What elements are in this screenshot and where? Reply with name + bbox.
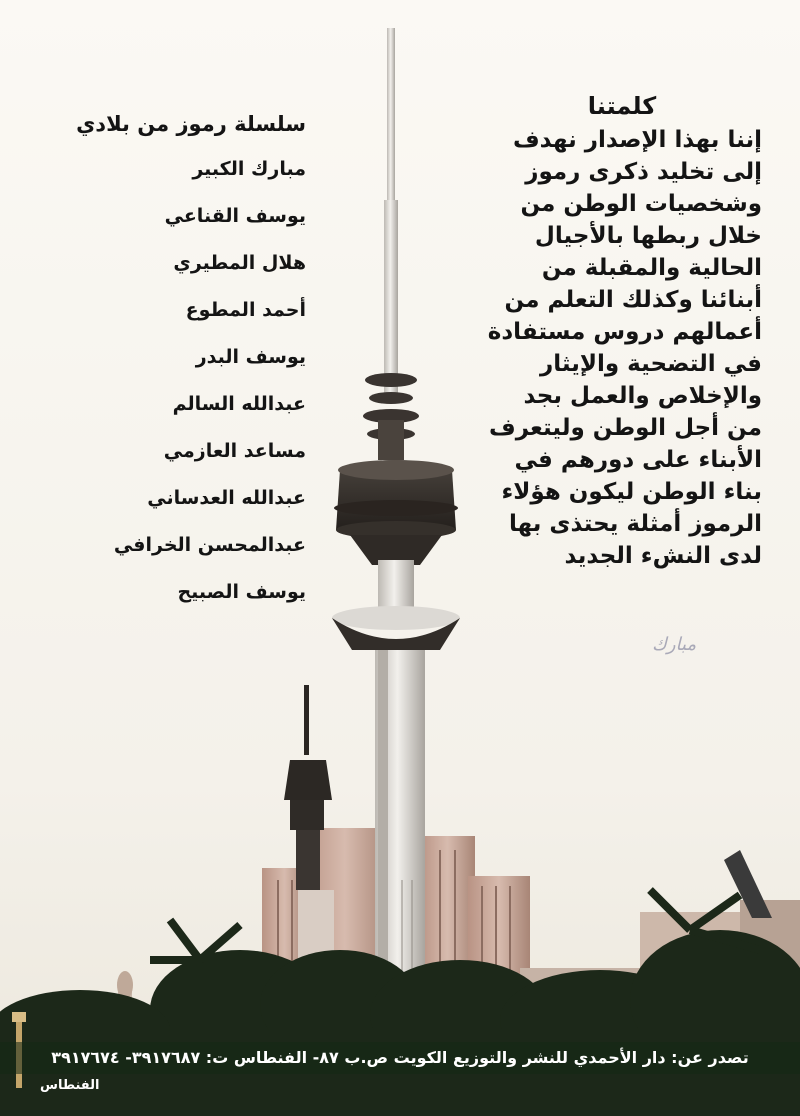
editorial-line: أعمالهم دروس مستفادة xyxy=(487,319,762,345)
series-item: عبدالمحسن الخرافي xyxy=(113,534,306,556)
editorial-line: بناء الوطن ليكون هؤلاء xyxy=(501,479,762,505)
series-item: هلال المطيري xyxy=(173,252,306,274)
editorial-line: خلال ربطها بالأجيال xyxy=(534,223,762,249)
editorial-line: وشخصيات الوطن من xyxy=(520,191,762,217)
editorial-line: في التضحية والإيثار xyxy=(539,351,762,377)
publisher-footer: تصدر عن: دار الأحمدي للنشر والتوزيع الكويت ص.ب ٨٧- الفنطاس ت: ٣٩١٧٦٨٧- ٣٩١٧٦٧٤ xyxy=(0,1042,800,1074)
footer-corner-text: الفنطاس xyxy=(40,1078,100,1093)
series-list xyxy=(66,146,306,616)
series-item: عبدالله السالم xyxy=(172,393,306,415)
editorial-line: الحالية والمقبلة من xyxy=(541,255,762,281)
editorial-title: كلمتنا xyxy=(587,92,657,120)
series-item: مساعد العازمي xyxy=(163,440,306,462)
series-item: يوسف الصبيح xyxy=(177,581,306,603)
editorial-line: من أجل الوطن وليتعرف xyxy=(489,415,762,441)
editorial-line: لدى النشء الجديد xyxy=(564,543,762,569)
series-item: عبدالله العدساني xyxy=(147,487,306,509)
editorial-line: الأبناء على دورهم في xyxy=(514,447,762,473)
handwritten-note: مبارك xyxy=(652,634,697,655)
series-title: سلسلة رموز من بلادي xyxy=(76,112,306,136)
editorial-section xyxy=(462,92,762,572)
editorial-line: إننا بهذا الإصدار نهدف xyxy=(512,127,762,153)
series-item: أحمد المطوع xyxy=(185,299,306,321)
series-item: يوسف البدر xyxy=(195,346,306,368)
editorial-line: الرموز أمثلة يحتذى بها xyxy=(508,511,762,537)
series-list-section xyxy=(66,112,306,616)
editorial-line: أبنائنا وكذلك التعلم من xyxy=(504,287,762,313)
series-item: يوسف القناعي xyxy=(164,205,306,227)
series-item: مبارك الكبير xyxy=(192,158,306,180)
editorial-text xyxy=(462,124,762,572)
editorial-line: والإخلاص والعمل بجد xyxy=(523,383,762,409)
editorial-line: إلى تخليد ذكرى رموز xyxy=(525,159,762,185)
